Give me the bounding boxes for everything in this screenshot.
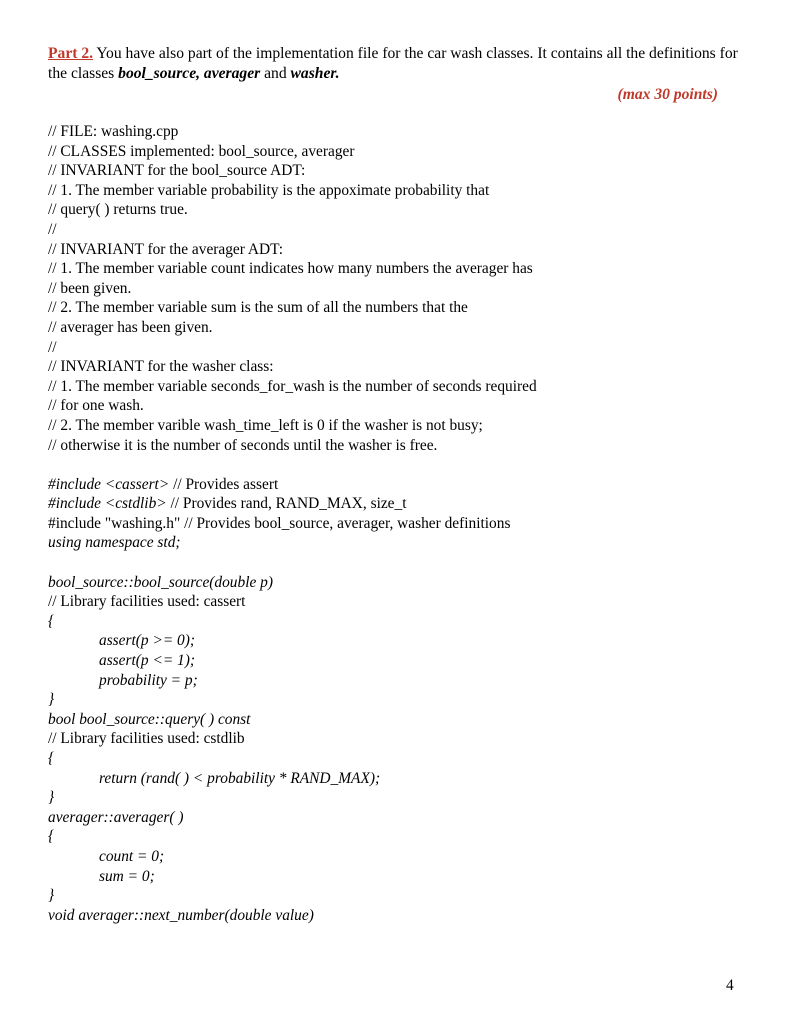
blank-line: [48, 553, 748, 573]
comment-line: // CLASSES implemented: bool_source, averager: [48, 142, 355, 160]
bool-source-constructor: [48, 573, 748, 710]
comment-line: //: [48, 220, 57, 238]
comment-line: // averager has been given.: [48, 318, 213, 336]
open-brace: {: [48, 612, 55, 630]
comment-line: //: [48, 338, 57, 356]
intro-paragraph: [48, 44, 738, 84]
include-washing: #include "washing.h" // Provides bool_source, averager, washer definitions: [48, 514, 511, 532]
comment-line: // 1. The member variable probability is the appoximate probability that: [48, 181, 490, 199]
comment-line: // 2. The member variable sum is the sum of all the numbers that the: [48, 299, 468, 317]
include-cassert: #include <cassert> // Provides assert: [48, 475, 279, 493]
code-statement: count = 0;: [99, 847, 165, 865]
class-names: bool_source, averager: [118, 65, 261, 82]
close-brace: }: [48, 887, 55, 905]
comment-line: // FILE: washing.cpp: [48, 123, 179, 140]
blank-line: [48, 455, 748, 475]
include-block: [48, 475, 748, 553]
intro-text-1: You have also part of the implementation file for the car wash classes. It contains all the definitions for the classes: [48, 45, 738, 82]
open-brace: {: [48, 750, 55, 767]
function-signature: bool_source::bool_source(double p): [48, 573, 273, 591]
comment-line: // query( ) returns true.: [48, 201, 188, 219]
code-statement: probability = p;: [99, 671, 198, 689]
comment-line: // 1. The member variable seconds_for_wash is the number of seconds required: [48, 377, 537, 395]
code-statement: assert(p >= 0);: [99, 632, 196, 650]
function-signature: void averager::next_number(double value): [48, 906, 314, 924]
comment-line: // 2. The member varible wash_time_left is 0 if the washer is not busy;: [48, 416, 483, 434]
code-statement: sum = 0;: [99, 867, 155, 885]
function-signature: averager::averager( ): [48, 808, 184, 826]
code-listing: [48, 122, 748, 925]
function-signature: bool bool_source::query( ) const: [48, 710, 251, 728]
comment-line: // 1. The member variable count indicates how many numbers the averager has: [48, 260, 533, 278]
intro-text-2: and: [260, 65, 291, 82]
include-cstdlib: #include <cstdlib> // Provides rand, RAND_MAX, size_t: [48, 495, 407, 513]
query-function: [48, 710, 748, 808]
comment-line: // for one wash.: [48, 397, 144, 415]
open-brace: {: [48, 828, 55, 846]
using-namespace: using namespace std;: [48, 534, 181, 552]
code-statement: assert(p <= 1);: [99, 652, 196, 670]
averager-constructor: [48, 808, 748, 906]
library-comment: // Library facilities used: cstdlib: [48, 730, 245, 748]
comment-line: // otherwise it is the number of seconds until the washer is free.: [48, 436, 438, 454]
page-number: 4: [726, 977, 734, 994]
next-number-function: [48, 906, 748, 926]
code-statement: return (rand( ) < probability * RAND_MAX);: [99, 769, 381, 787]
close-brace: }: [48, 789, 55, 807]
library-comment: // Library facilities used: cassert: [48, 593, 246, 611]
comment-line: // been given.: [48, 279, 132, 297]
header-comments: [48, 122, 748, 455]
class-washer: washer.: [290, 65, 340, 82]
comment-line: // INVARIANT for the bool_source ADT:: [48, 162, 306, 180]
comment-line: // INVARIANT for the washer class:: [48, 358, 274, 376]
max-points: (max 30 points): [617, 86, 718, 103]
comment-line: // INVARIANT for the averager ADT:: [48, 240, 284, 258]
close-brace: }: [48, 691, 55, 709]
part-label: Part 2.: [48, 45, 94, 62]
